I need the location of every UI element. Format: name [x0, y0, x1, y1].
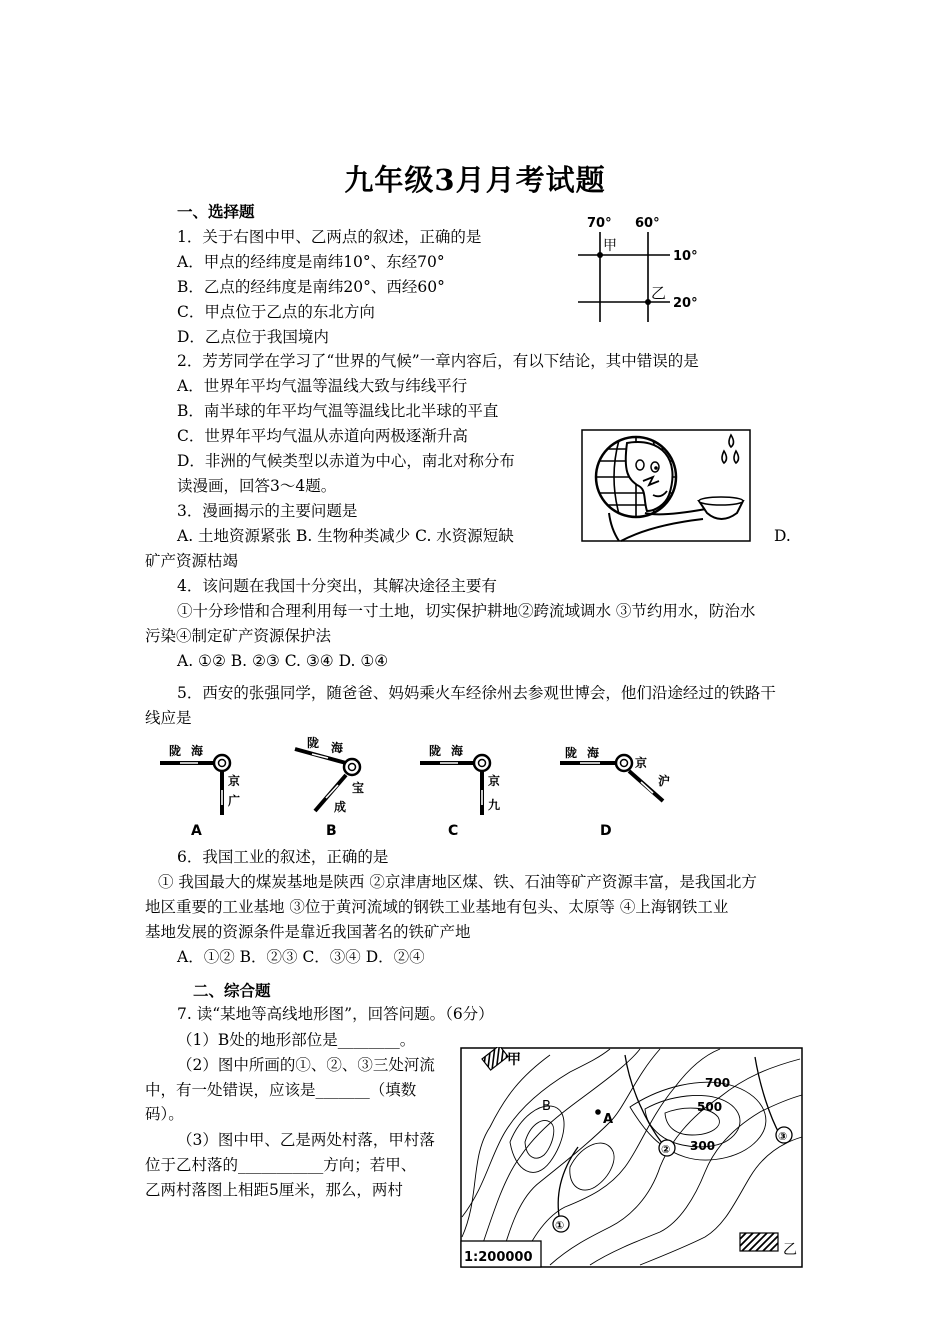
- reading-instruction: 读漫画，回答3～4题。: [177, 477, 337, 495]
- rail-b-station-2: 成: [334, 800, 347, 814]
- question-7-part-1: （1）B处的地形部位是________。: [177, 1031, 416, 1049]
- question-6-options: A．①② B．②③ C．③④ D．②④: [177, 948, 425, 966]
- question-6-line-1: ① 我国最大的煤炭基地是陕西 ②京津唐地区煤、铁、石油等矿产资源丰富，是我国北方: [158, 873, 757, 891]
- lon-label-right: 60°: [635, 216, 660, 231]
- water-drop-icon: [734, 451, 739, 463]
- question-4-options: A. ①② B. ②③ C. ③④ D. ①④: [177, 652, 389, 670]
- rail-option-a: [155, 735, 265, 840]
- question-1-option-c: C．甲点位于乙点的东北方向: [177, 303, 375, 321]
- question-7-part-2-line-1: （2）图中所画的①、②、③三处河流: [177, 1056, 435, 1074]
- rail-option-d: [555, 735, 680, 840]
- rail-d-letter: D: [600, 823, 612, 839]
- question-4: 4．该问题在我国十分突出，其解决途径主要有: [177, 577, 497, 595]
- rail-d-station-2: 沪: [658, 774, 671, 788]
- section-heading-choice: 一、选择题: [177, 202, 255, 221]
- question-4-line-2: 污染④制定矿产资源保护法: [145, 627, 332, 645]
- lat-label-bottom: 20°: [673, 296, 698, 311]
- river-label-3: ③: [778, 1130, 788, 1143]
- map-scale: 1:200000: [464, 1250, 533, 1265]
- rail-a-east-label: 海: [191, 744, 204, 758]
- question-6-line-2: 地区重要的工业基地 ③位于黄河流域的钢铁工业基地有包头、太原等 ④上海钢铁工业: [145, 898, 729, 916]
- rail-option-b: [290, 735, 390, 840]
- point-a-label: A: [603, 1112, 614, 1127]
- page-title: 九年级3月月考试题: [344, 163, 606, 197]
- question-1-option-b: B．乙点的经纬度是南纬20°、西经60°: [177, 278, 445, 296]
- question-7-part-2-line-2: 中，有一处错误，应该是_______（填数: [145, 1081, 417, 1099]
- river-label-2: ②: [661, 1143, 671, 1156]
- section-heading-comprehensive: 二、综合题: [193, 981, 271, 1000]
- contour-map-figure: [460, 1047, 804, 1269]
- water-cartoon-figure: [581, 429, 751, 542]
- rail-d-west-label: 陇: [565, 746, 578, 760]
- rail-option-c: [415, 735, 525, 840]
- village-yi-icon: [740, 1233, 778, 1251]
- point-b-label: B: [542, 1099, 551, 1114]
- question-4-line-1: ①十分珍惜和合理利用每一寸土地，切实保护耕地②跨流域调水 ③节约用水，防治水: [177, 602, 756, 620]
- question-3-option-d-letter: D.: [774, 527, 791, 545]
- contour-label-700: 700: [705, 1076, 731, 1090]
- rail-c-letter: C: [448, 823, 459, 839]
- point-yi-label: 乙: [651, 284, 667, 302]
- rail-b-east-label: 海: [331, 741, 344, 755]
- question-6: 6．我国工业的叙述，正确的是: [177, 848, 389, 866]
- water-drop-icon: [729, 435, 734, 447]
- question-3: 3．漫画揭示的主要问题是: [177, 502, 358, 520]
- question-7-part-3-line-3: 乙两村落图上相距5厘米，那么，两村: [145, 1181, 403, 1199]
- rail-b-west-label: 陇: [307, 736, 320, 750]
- lon-label-left: 70°: [587, 216, 612, 231]
- rail-b-station-1: 宝: [352, 781, 365, 795]
- question-7: 7. 读“某地等高线地形图”，回答问题。（6分）: [177, 1005, 494, 1023]
- question-6-line-3: 基地发展的资源条件是靠近我国著名的铁矿产地: [145, 923, 471, 941]
- lat-lon-grid-figure: [575, 210, 710, 326]
- question-2: 2．芳芳同学在学习了“世界的气候”一章内容后，有以下结论，其中错误的是: [177, 352, 699, 370]
- question-3-option-d-text: 矿产资源枯竭: [145, 552, 239, 570]
- question-7-part-3-line-2: 位于乙村落的___________方向；若甲、: [145, 1156, 417, 1174]
- contour-label-300: 300: [690, 1139, 716, 1153]
- question-1-option-d: D．乙点位于我国境内: [177, 328, 329, 346]
- river-label-1: ①: [555, 1219, 565, 1232]
- question-1: 1．关于右图中甲、乙两点的叙述，正确的是: [177, 228, 482, 246]
- rail-c-station-2: 九: [488, 798, 501, 812]
- question-7-part-2-line-3: 码）。: [145, 1105, 184, 1123]
- rail-c-east-label: 海: [451, 744, 464, 758]
- question-5-line-2: 线应是: [145, 709, 192, 727]
- rail-c-station-1: 京: [488, 774, 501, 788]
- village-jia-label: 甲: [507, 1052, 521, 1068]
- question-3-options: A. 土地资源紧张 B. 生物种类减少 C. 水资源短缺: [177, 527, 514, 545]
- question-2-option-b: B．南半球的年平均气温等温线比北半球的平直: [177, 402, 499, 420]
- rail-a-station-1: 京: [228, 774, 241, 788]
- rail-c-west-label: 陇: [429, 744, 442, 758]
- question-7-part-3-line-1: （3）图中甲、乙是两处村落，甲村落: [177, 1131, 435, 1149]
- question-2-option-a: A．世界年平均气温等温线大致与纬线平行: [177, 377, 468, 395]
- rail-b-letter: B: [326, 823, 337, 839]
- water-drop-icon: [722, 451, 727, 463]
- rail-d-station-1: 京: [635, 756, 648, 770]
- rail-a-west-label: 陇: [169, 744, 182, 758]
- question-2-option-d: D．非洲的气候类型以赤道为中心，南北对称分布: [177, 452, 515, 470]
- question-1-option-a: A．甲点的经纬度是南纬10°、东经70°: [177, 253, 445, 271]
- point-jia-label: 甲: [603, 238, 617, 254]
- village-yi-label: 乙: [783, 1242, 797, 1258]
- contour-label-500: 500: [697, 1100, 723, 1114]
- question-5-line-1: 5．西安的张强同学，随爸爸、妈妈乘火车经徐州去参观世博会，他们沿途经过的铁路干: [177, 684, 776, 702]
- rail-d-east-label: 海: [587, 746, 600, 760]
- question-2-option-c: C．世界年平均气温从赤道向两极逐渐升高: [177, 427, 468, 445]
- lat-label-top: 10°: [673, 249, 698, 264]
- point-a-dot: [595, 1109, 601, 1115]
- rail-a-station-2: 广: [228, 794, 241, 808]
- rail-a-letter: A: [191, 823, 202, 839]
